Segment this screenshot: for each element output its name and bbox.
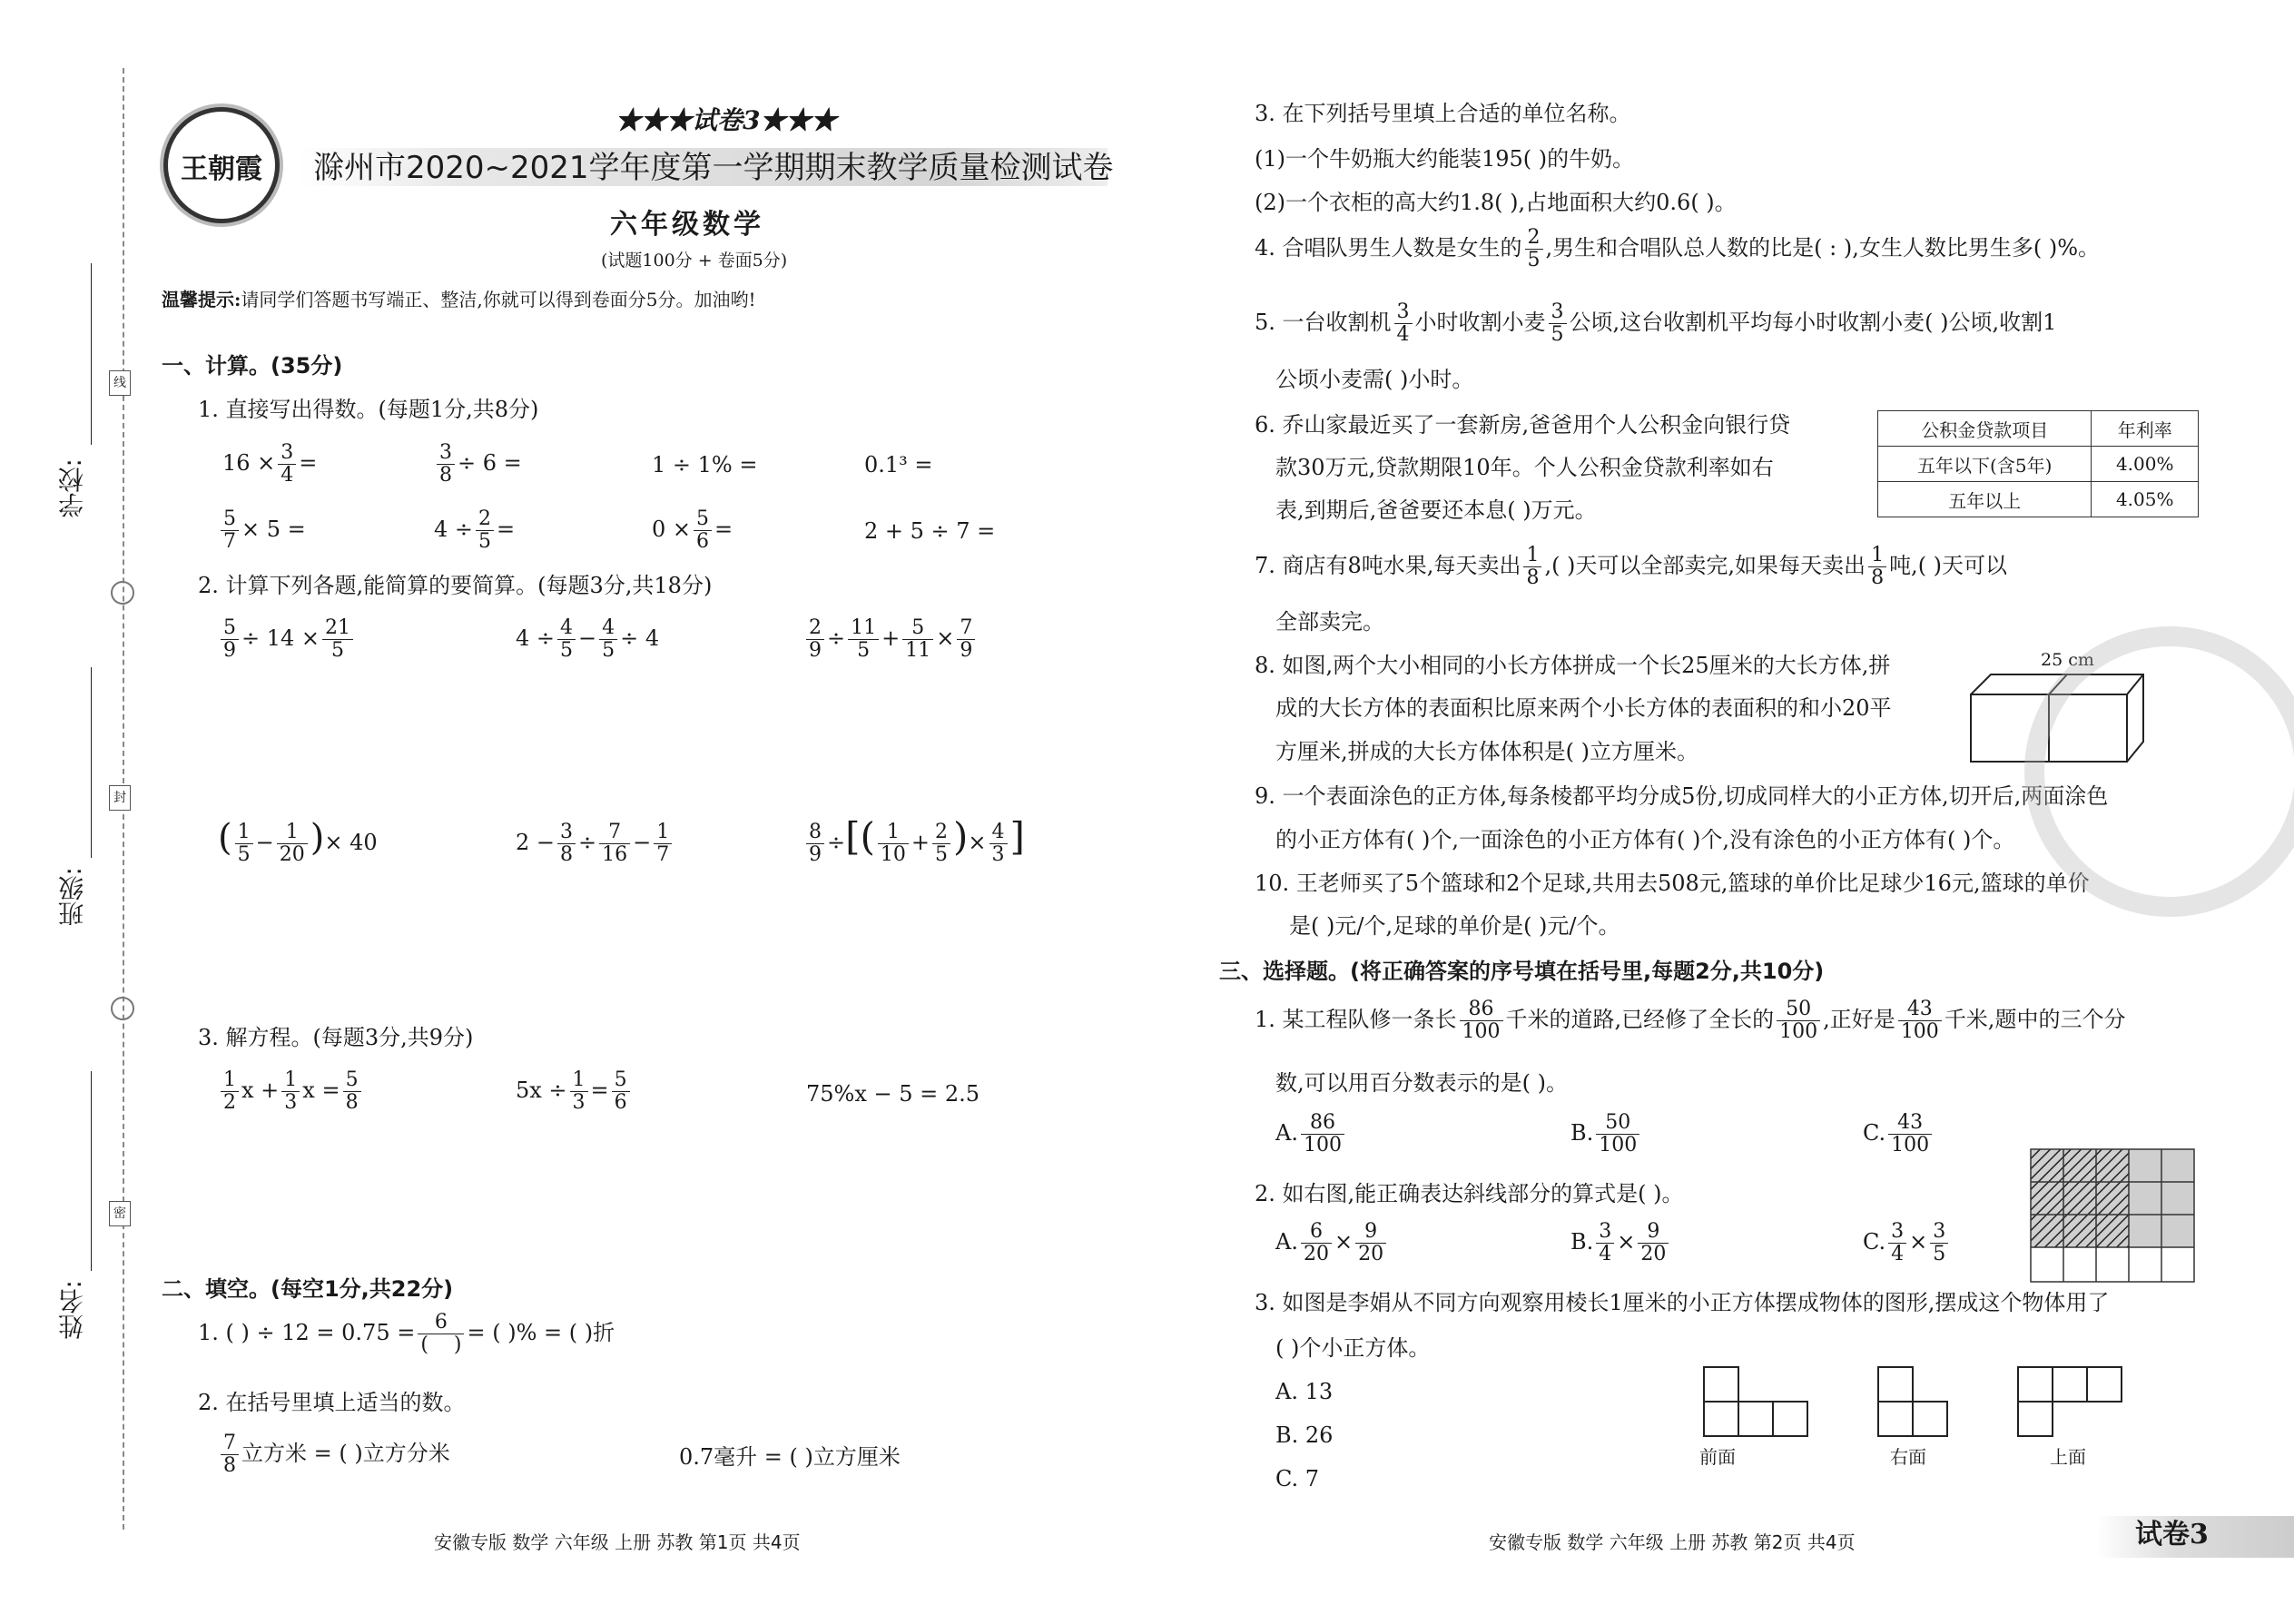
fill-9-line1: 9. 一个表面涂色的正方体,每条棱都平均分成5份,切成同样大的小正方体,切开后,两面涂色 bbox=[1255, 783, 2109, 809]
q3-item-1: $\frac{1}{2}$ x + $\frac{1}{3}$ x = $\frac{5}{8}$ bbox=[218, 1069, 364, 1114]
table-row bbox=[1878, 447, 2199, 482]
q1-item-6: 4 ÷ $\frac{2}{5}$ = bbox=[434, 507, 516, 553]
fill-2-a: $\frac{7}{8}$ 立方米 = ( )立方分米 bbox=[218, 1432, 450, 1477]
choice-2-option-b: B. $\frac{3}{4}$ × $\frac{9}{20}$ bbox=[1570, 1221, 1671, 1265]
school-line bbox=[91, 263, 92, 445]
q1-item-1: 16 × $\frac{3}{4}$ = bbox=[222, 441, 318, 487]
fill-3-title: 3. 在下列括号里填上合适的单位名称。 bbox=[1255, 101, 1631, 126]
section-1-title: 一、计算。(35分) bbox=[162, 353, 343, 379]
fill-4: 4. 合唱队男生人数是女生的 $\frac{2}{5}$ ,男生和合唱队总人数的比是( : ),女生人数比男生多( )%。 bbox=[1255, 226, 2101, 271]
q2-item-2: 4 ÷ $\frac{4}{5}$ − $\frac{4}{5}$ ÷ 4 bbox=[516, 616, 660, 662]
fill-8-line3: 方厘米,拼成的大长方体体积是( )立方厘米。 bbox=[1275, 739, 1698, 764]
page-title: 滁州市2020~2021学年度第一学期期末教学质量检测试卷 bbox=[313, 150, 1114, 186]
choice-3-option-c: C. 7 bbox=[1275, 1466, 1320, 1491]
choice-2-option-c: C. $\frac{3}{4}$ × $\frac{3}{5}$ bbox=[1863, 1221, 1951, 1265]
fill-3-2: (2)一个衣柜的高大约1.8( ),占地面积大约0.6( )。 bbox=[1255, 190, 1737, 215]
cuboid-length-label: 25 cm bbox=[2041, 650, 2094, 670]
fill-8-line1: 8. 如图,两个大小相同的小长方体拼成一个长25厘米的大长方体,拼 bbox=[1255, 653, 1891, 678]
table-row bbox=[1878, 482, 2199, 517]
top-view-label: 上面 bbox=[2050, 1446, 2086, 1468]
fill-6-line3: 表,到期后,爸爸要还本息( )万元。 bbox=[1275, 497, 1597, 523]
tip bbox=[162, 286, 756, 313]
class-label: 班级: bbox=[57, 867, 87, 927]
q3-title: 3. 解方程。(每题3分,共9分) bbox=[198, 1025, 474, 1050]
choice-1-cont: 数,可以用百分数表示的是( )。 bbox=[1275, 1070, 1568, 1096]
grid-figure bbox=[2030, 1148, 2195, 1283]
choice-3: 3. 如图是李娟从不同方向观察用棱长1厘米的小正方体摆成物体的图形,摆成这个物体用了 bbox=[1255, 1290, 2110, 1315]
choice-3-option-b: B. 26 bbox=[1275, 1422, 1334, 1448]
fill-7: 7. 商店有8吨水果,每天卖出 $\frac{1}{8}$ ,( )天可以全部卖完,如果每天卖出 $\frac{1}{8}$ 吨,( )天可以 bbox=[1255, 544, 2008, 589]
choice-2-option-a: A. $\frac{6}{20}$ × $\frac{9}{20}$ bbox=[1275, 1221, 1389, 1265]
footer-left: 安徽专版 数学 六年级 上册 苏教 第1页 共4页 bbox=[434, 1531, 801, 1553]
table-header-cell: 年利率 bbox=[2092, 411, 2199, 447]
q1-item-8: 2 + 5 ÷ 7 = bbox=[864, 518, 996, 544]
hole-icon bbox=[111, 581, 134, 605]
fill-8-line2: 成的大长方体的表面积比原来两个小长方体的表面积的和小20平 bbox=[1275, 695, 1892, 721]
fill-6-line1: 6. 乔山家最近买了一套新房,爸爸用个人公积金向银行贷 bbox=[1255, 412, 1791, 438]
paper-badge-label: 试卷3 bbox=[2135, 1519, 2209, 1550]
name-line bbox=[91, 1071, 92, 1271]
q1-title: 1. 直接写出得数。(每题1分,共8分) bbox=[198, 397, 539, 422]
choice-3-cont: ( )个小正方体。 bbox=[1275, 1335, 1431, 1361]
fill-1: 1. ( ) ÷ 12 = 0.75 = $\frac{6}{( )}$ = ( )% = ( )折 bbox=[198, 1311, 615, 1356]
fill-10-line2: 是( )元/个,足球的单价是( )元/个。 bbox=[1289, 913, 1620, 939]
fill-5: 5. 一台收割机 $\frac{3}{4}$ 小时收割小麦 $\frac{3}{5}$ 公顷,这台收割机平均每小时收割小麦( )公顷,收割1 bbox=[1255, 300, 2057, 346]
table-cell: 五年以下(含5年) bbox=[1878, 447, 2092, 482]
fill-2-b: 0.7毫升 = ( )立方厘米 bbox=[679, 1444, 901, 1470]
q2-item-5: 2 − $\frac{3}{8}$ ÷ $\frac{7}{16}$ − $\frac{1}{7}$ bbox=[516, 822, 674, 866]
school-label: 学校: bbox=[57, 458, 87, 518]
name-label: 姓名: bbox=[57, 1280, 87, 1340]
table-cell: 五年以上 bbox=[1878, 482, 2092, 517]
choice-1-option-c: C. $\frac{43}{100}$ bbox=[1863, 1112, 1935, 1156]
table-cell: 4.05% bbox=[2092, 482, 2199, 517]
table-cell: 4.00% bbox=[2092, 447, 2199, 482]
class-line bbox=[91, 667, 92, 858]
front-view-label: 前面 bbox=[1699, 1446, 1736, 1468]
fill-10-line1: 10. 王老师买了5个篮球和2个足球,共用去508元,篮球的单价比足球少16元,篮球的单价 bbox=[1255, 871, 2090, 896]
choice-1-option-a: A. $\frac{86}{100}$ bbox=[1275, 1112, 1347, 1156]
fill-9-line2: 的小正方体有( )个,一面涂色的小正方体有( )个,没有涂色的小正方体有( )个。 bbox=[1275, 827, 2015, 852]
q1-item-2: $\frac{3}{8}$ ÷ 6 = bbox=[434, 442, 522, 487]
table-row bbox=[1878, 411, 2199, 447]
loan-rate-table bbox=[1877, 410, 2199, 517]
q2-item-4: ( $\frac{1}{5}$ − $\frac{1}{20}$ )× 40 bbox=[218, 817, 378, 866]
q3-item-2: 5x ÷ $\frac{1}{3}$ = $\frac{5}{6}$ bbox=[516, 1069, 633, 1114]
choice-1-option-b: B. $\frac{50}{100}$ bbox=[1570, 1112, 1642, 1156]
footer-right: 安徽专版 数学 六年级 上册 苏教 第2页 共4页 bbox=[1489, 1531, 1856, 1553]
q2-title: 2. 计算下列各题,能简算的要简算。(每题3分,共18分) bbox=[198, 573, 713, 598]
fill-2-title: 2. 在括号里填上适当的数。 bbox=[198, 1390, 466, 1415]
q1-item-4: 0.1³ = bbox=[864, 452, 933, 477]
right-view-figure bbox=[1877, 1366, 1950, 1439]
seal-mark-1: 线 bbox=[109, 370, 131, 396]
q1-item-7: 0 × $\frac{5}{6}$ = bbox=[652, 507, 733, 553]
tip-label: 温馨提示: bbox=[162, 289, 241, 310]
paper-stars-label: ★★★试卷3★★★ bbox=[615, 105, 837, 135]
q2-item-6: $\frac{8}{9}$ ÷[( $\frac{1}{10}$ + $\frac{2}{5}$ )× $\frac{4}{3}$ ] bbox=[803, 822, 1025, 866]
fill-7-cont: 全部卖完。 bbox=[1275, 609, 1384, 635]
q1-item-5: $\frac{5}{7}$ × 5 = bbox=[218, 508, 306, 553]
choice-2: 2. 如右图,能正确表达斜线部分的算式是( )。 bbox=[1255, 1181, 1684, 1206]
subtitle: 六年级数学 bbox=[610, 209, 764, 241]
logo-badge bbox=[163, 107, 280, 223]
q1-item-3: 1 ÷ 1% = bbox=[652, 452, 758, 477]
right-view-label: 右面 bbox=[1890, 1446, 1926, 1468]
front-view-figure bbox=[1703, 1366, 1808, 1439]
score-note: (试题100分 + 卷面5分) bbox=[601, 251, 788, 271]
fill-6-line2: 款30万元,贷款期限10年。个人公积金贷款利率如右 bbox=[1275, 455, 1774, 480]
section-3-title: 三、选择题。(将正确答案的序号填在括号里,每题2分,共10分) bbox=[1219, 959, 1825, 984]
choice-3-option-a: A. 13 bbox=[1275, 1379, 1334, 1404]
choice-1: 1. 某工程队修一条长 $\frac{86}{100}$ 千米的道路,已经修了全长的 $\frac{50}{100}$ ,正好是 $\frac{43}{100}$ 千米,题中的三个分 bbox=[1255, 998, 2126, 1043]
tip-text: 请同学们答题书写端正、整洁,你就可以得到卷面分5分。加油哟! bbox=[241, 289, 756, 310]
hole-icon bbox=[111, 997, 134, 1020]
logo-text: 王朝霞 bbox=[181, 153, 262, 185]
table-header-cell: 公积金贷款项目 bbox=[1878, 411, 2092, 447]
q2-item-1: $\frac{5}{9}$ ÷ 14 × $\frac{21}{5}$ bbox=[218, 617, 356, 662]
fill-3-1: (1)一个牛奶瓶大约能装195( )的牛奶。 bbox=[1255, 146, 1635, 172]
seal-mark-3: 密 bbox=[109, 1201, 131, 1226]
seal-mark-2: 封 bbox=[109, 785, 131, 811]
q2-item-3: $\frac{2}{9}$ ÷ $\frac{11}{5}$ + $\frac{5}{11}$ × $\frac{7}{9}$ bbox=[803, 617, 978, 662]
fill-5-cont: 公顷小麦需( )小时。 bbox=[1275, 367, 1474, 392]
section-2-title: 二、填空。(每空1分,共22分) bbox=[162, 1276, 454, 1302]
top-view-figure bbox=[2017, 1366, 2122, 1439]
q3-item-3: 75%x − 5 = 2.5 bbox=[806, 1081, 980, 1107]
